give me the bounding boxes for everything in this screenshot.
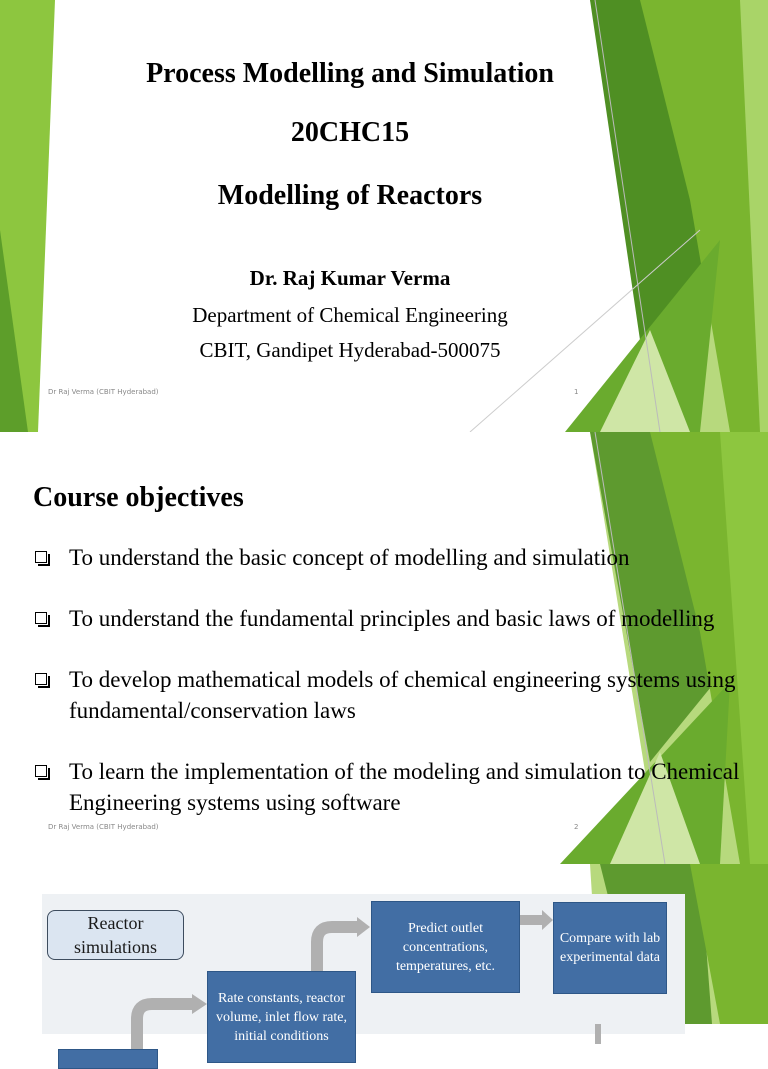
list-item bbox=[33, 542, 753, 573]
list-item bbox=[33, 664, 753, 726]
reactor-simulation-slide bbox=[0, 864, 768, 1044]
presentation-title: Process Modelling and Simulation bbox=[146, 58, 554, 89]
institute-address: CBIT, Gandipet Hyderabad-500075 bbox=[199, 338, 501, 362]
objective-text: To understand the fundamental principles and basic laws of modelling bbox=[69, 606, 715, 631]
author-name: Dr. Raj Kumar Verma bbox=[249, 266, 451, 290]
course-code: 20CHC15 bbox=[290, 117, 410, 148]
checkbox-bullet-icon bbox=[35, 612, 47, 624]
slide-heading: Course objectives bbox=[33, 482, 244, 513]
title-slide bbox=[0, 0, 768, 432]
slide-footer: Dr Raj Verma (CBIT Hyderabad) bbox=[48, 823, 159, 831]
arrow-shaft bbox=[595, 1024, 601, 1044]
checkbox-bullet-icon bbox=[35, 765, 47, 777]
lecture-topic: Modelling of Reactors bbox=[217, 180, 483, 211]
objective-text: To learn the implementation of the modeling and simulation to Chemical Engineering systems using software bbox=[69, 759, 740, 815]
department-name: Department of Chemical Engineering bbox=[192, 303, 508, 327]
slide-footer: Dr Raj Verma (CBIT Hyderabad) bbox=[48, 388, 159, 396]
reactor-flow-diagram bbox=[42, 894, 685, 1044]
objectives-list bbox=[33, 542, 753, 848]
arrow-head-icon bbox=[357, 917, 370, 937]
slide-number: 1 bbox=[574, 388, 579, 396]
predict-outlet-box: Predict outlet concentrations, temperatures, etc. bbox=[371, 901, 520, 993]
compare-data-box: Compare with lab experimental data bbox=[553, 902, 667, 994]
arrow-shaft bbox=[137, 1004, 192, 1054]
list-item bbox=[33, 603, 753, 634]
checkbox-bullet-icon bbox=[35, 551, 47, 563]
arrow-shaft bbox=[317, 927, 357, 972]
arrow-shaft bbox=[520, 915, 545, 925]
list-item bbox=[33, 756, 753, 818]
partial-box bbox=[58, 1049, 158, 1069]
arrow-head-icon bbox=[192, 994, 207, 1014]
arrow-head-icon bbox=[542, 910, 553, 930]
objective-text: To develop mathematical models of chemical engineering systems using fundamental/conservation laws bbox=[69, 667, 736, 723]
slide-number: 2 bbox=[574, 823, 579, 831]
rate-constants-box: Rate constants, reactor volume, inlet flow rate, initial conditions bbox=[207, 971, 356, 1063]
objectives-slide bbox=[0, 432, 768, 864]
checkbox-bullet-icon bbox=[35, 673, 47, 685]
reactor-simulations-box: Reactor simulations bbox=[47, 910, 184, 960]
objective-text: To understand the basic concept of modelling and simulation bbox=[69, 545, 630, 570]
